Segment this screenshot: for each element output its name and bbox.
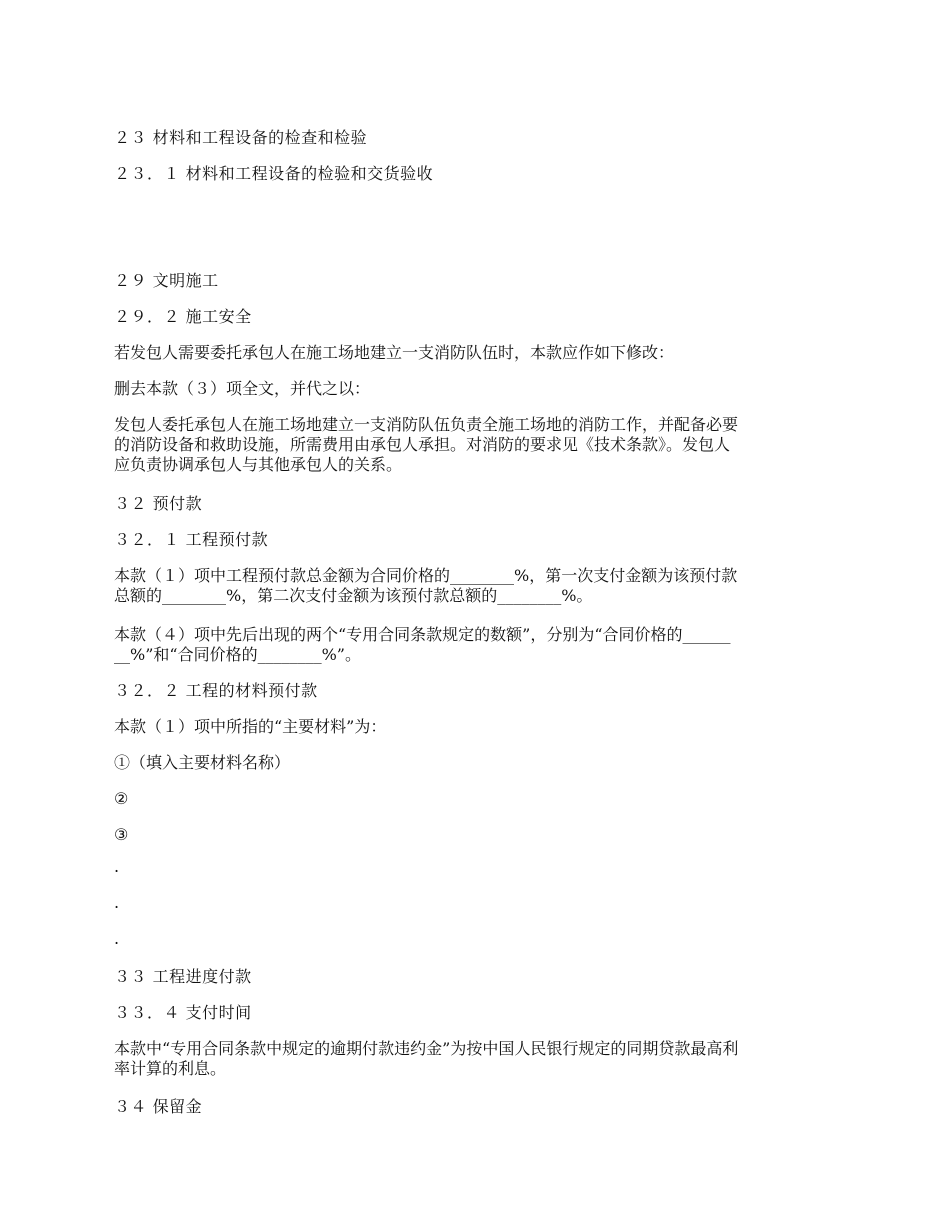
list-item: ①（填入主要材料名称） [114, 753, 291, 772]
subsection-heading-32-1: ３２．１ 工程预付款 [114, 530, 269, 549]
subsection-heading-29-2: ２９．２ 施工安全 [114, 307, 252, 326]
body-paragraph-amounts [114, 625, 840, 665]
paragraph-line: 率计算的利息。 [114, 1059, 227, 1078]
list-item: ③ [114, 825, 129, 844]
list-item: ② [114, 789, 129, 808]
subsection-heading-23-1: ２３．１ 材料和工程设备的检验和交货验收 [114, 164, 434, 183]
body-paragraph-late-payment [114, 1039, 840, 1079]
subsection-heading-33-4: ３３．４ 支付时间 [114, 1003, 252, 1022]
body-paragraph-advance-amount [114, 566, 840, 606]
paragraph-line: 本款（１）项中工程预付款总金额为合同价格的________%，第一次支付金额为该预付款 [114, 566, 738, 585]
body-paragraph: 若发包人需要委托承包人在施工场地建立一支消防队伍时，本款应作如下修改： [114, 343, 675, 362]
section-heading-34: ３４ 保留金 [114, 1097, 203, 1116]
list-ellipsis-dot: . [114, 929, 120, 948]
section-heading-33: ３３ 工程进度付款 [114, 967, 252, 986]
paragraph-line: 应负责协调承包人与其他承包人的关系。 [114, 455, 403, 474]
paragraph-line: 发包人委托承包人在施工场地建立一支消防队伍负责全施工场地的消防工作，并配备必要 [114, 415, 739, 434]
paragraph-line: __%”和“合同价格的________%”。 [114, 645, 361, 664]
paragraph-line: 本款（４）项中先后出现的两个“专用合同条款规定的数额”，分别为“合同价格的______ [114, 625, 731, 644]
section-heading-32: ３２ 预付款 [114, 494, 203, 513]
body-paragraph: 删去本款（３）项全文，并代之以： [114, 379, 371, 398]
section-heading-29: ２９ 文明施工 [114, 271, 219, 290]
section-heading-23: ２３ 材料和工程设备的检查和检验 [114, 128, 368, 147]
list-ellipsis-dot: . [114, 893, 120, 912]
paragraph-line: 的消防设备和救助设施，所需费用由承包人承担。对消防的要求见《技术条款》。发包人 [114, 435, 731, 454]
paragraph-line: 总额的________%，第二次支付金额为该预付款总额的________%。 [114, 586, 593, 605]
paragraph-line: 本款中“专用合同条款中规定的逾期付款违约金”为按中国人民银行规定的同期贷款最高利 [114, 1039, 739, 1058]
list-ellipsis-dot: . [114, 857, 120, 876]
body-paragraph-fire-brigade [114, 415, 840, 475]
subsection-heading-32-2: ３２．２ 工程的材料预付款 [114, 681, 318, 700]
body-paragraph: 本款（１）项中所指的“主要材料”为： [114, 717, 387, 736]
